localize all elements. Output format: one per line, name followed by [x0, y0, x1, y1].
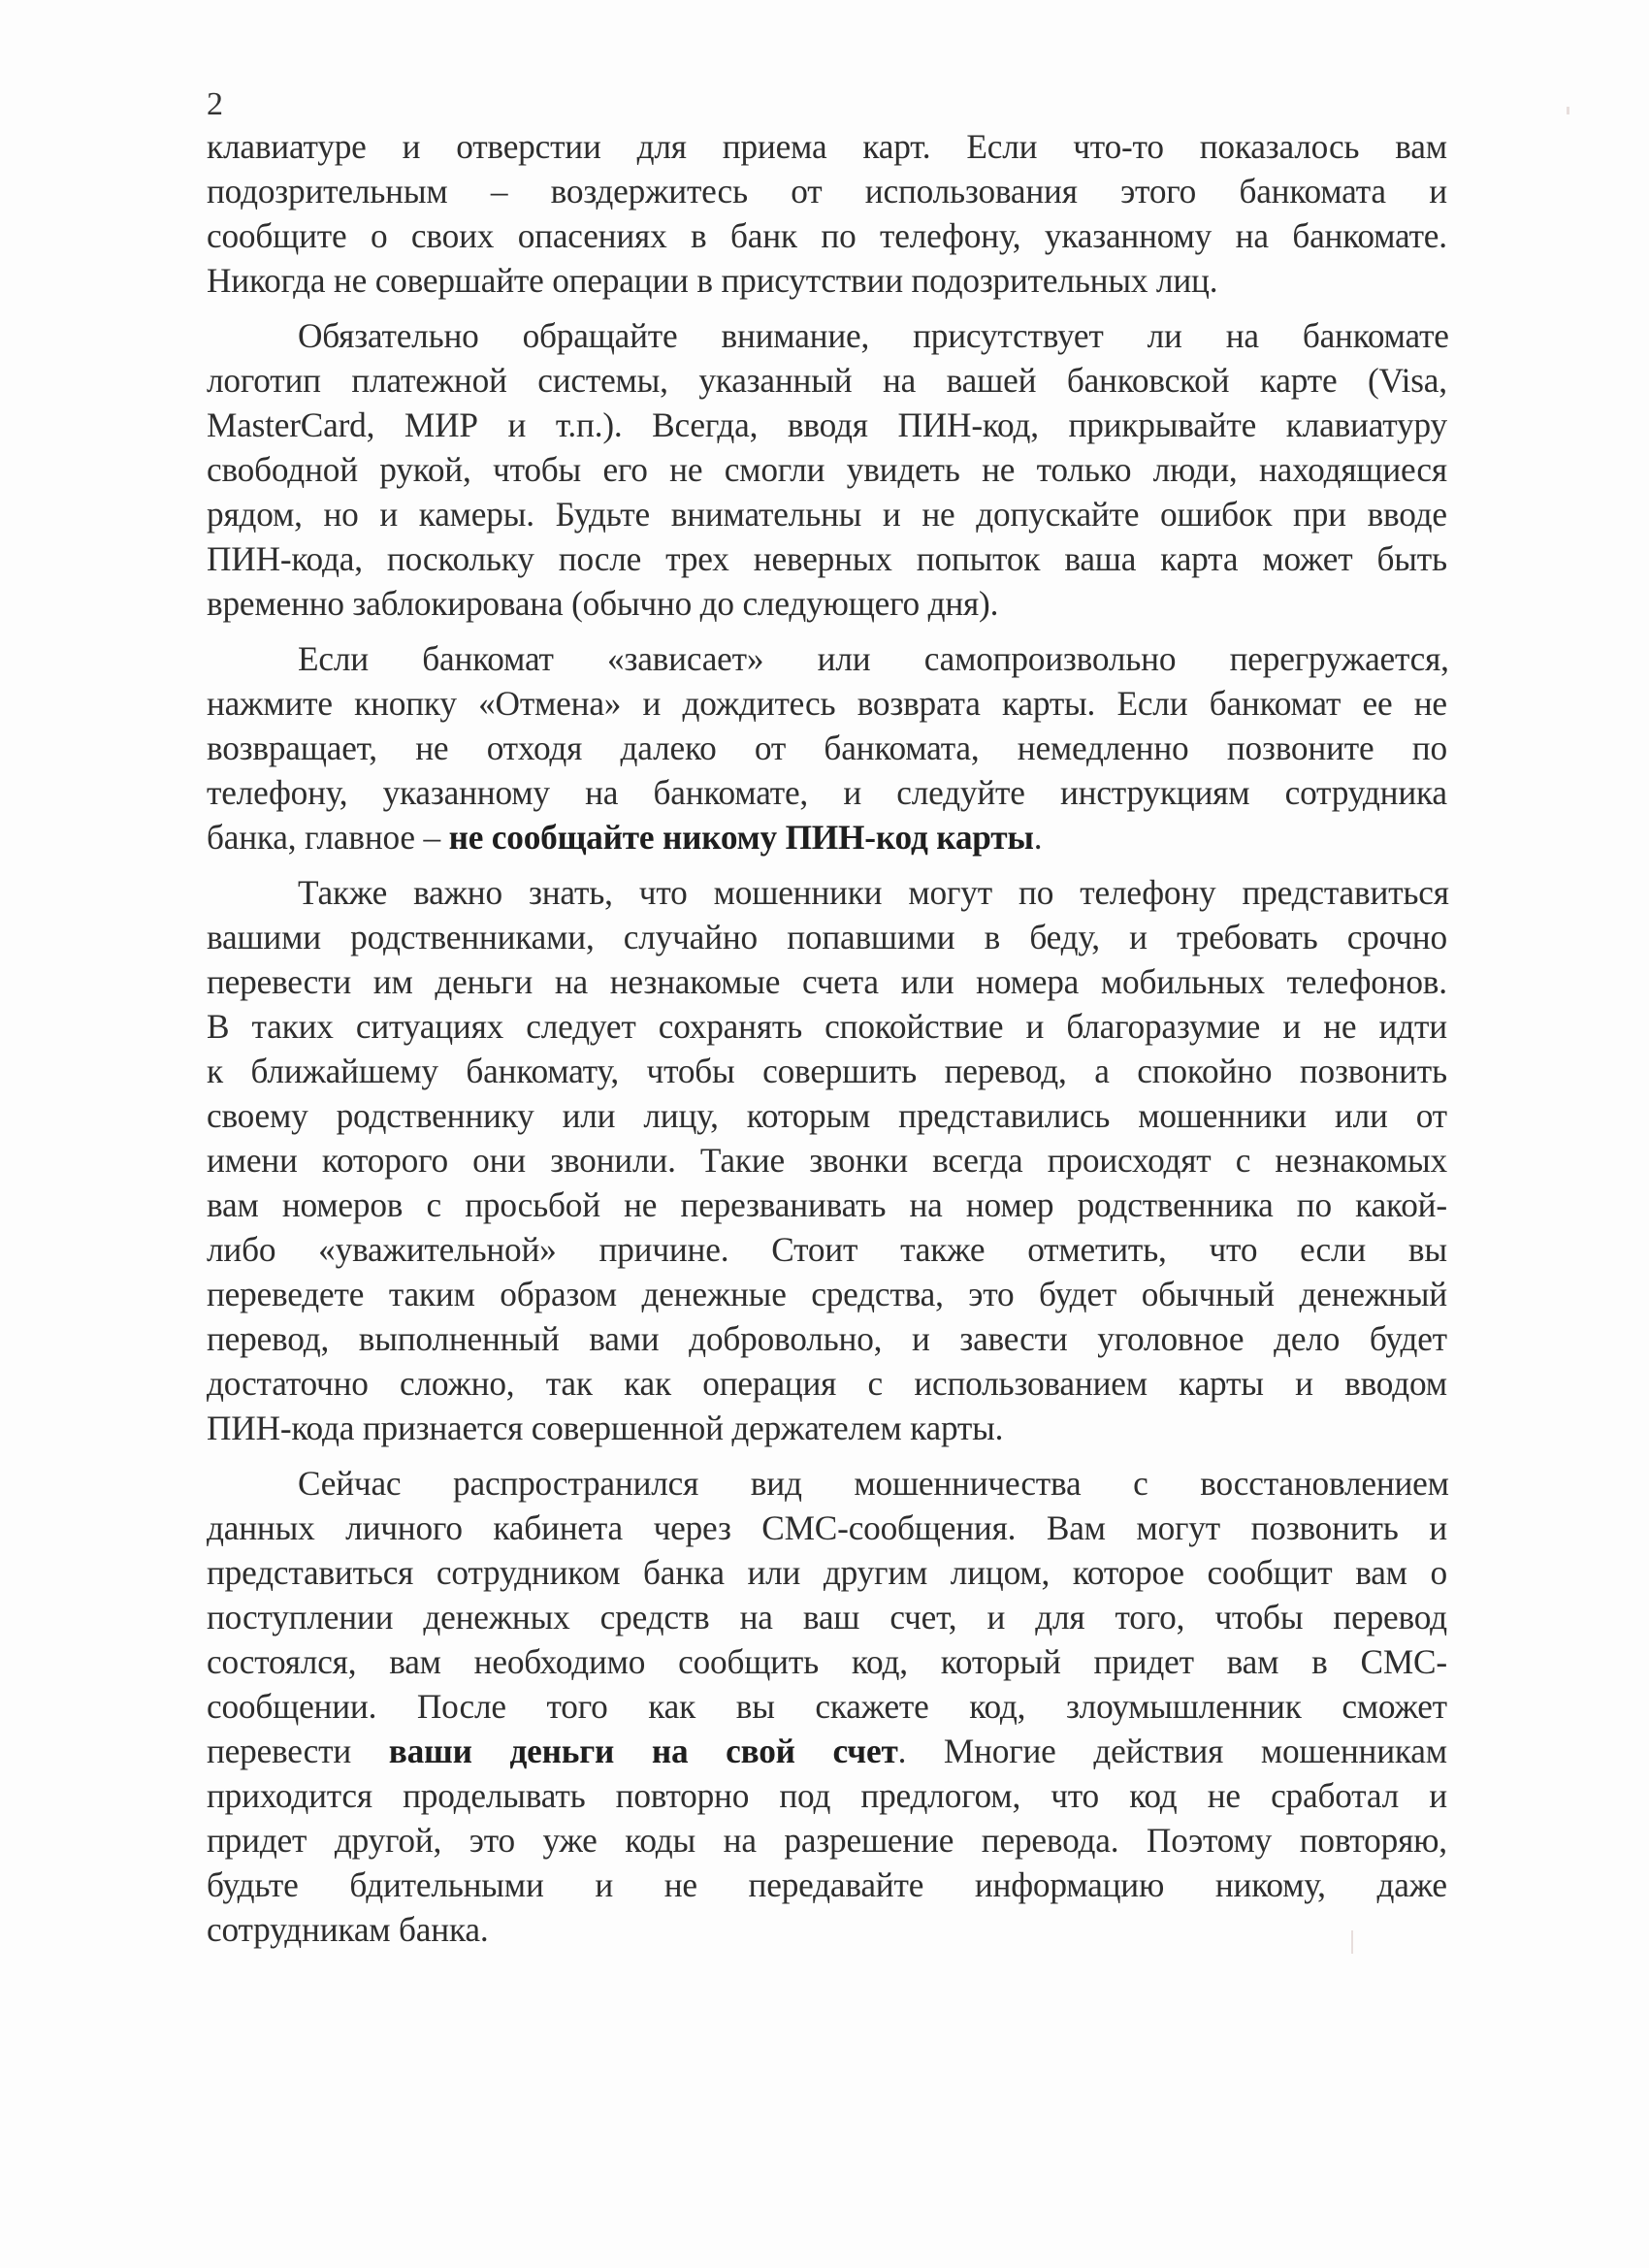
text-line-content [207, 581, 1447, 626]
text-line [207, 1863, 1447, 1907]
text-line [207, 1773, 1447, 1818]
text-run: достаточно сложно, так как операция с использованием карты и вводом [207, 1364, 1447, 1403]
text-line-content [207, 1406, 1447, 1450]
text-line-content [207, 1183, 1447, 1227]
text-run: рядом, но и камеры. Будьте внимательны и не допускайте ошибок при вводе [207, 495, 1447, 534]
text-line-content [207, 358, 1447, 403]
text-run: Также важно знать, что мошенники могут по телефону представиться [298, 873, 1449, 912]
text-run: телефону, указанному на банкомате, и следуйте инструкциям сотрудника [207, 773, 1447, 812]
text-run: вам номеров с просьбой не перезванивать на номер родственника по какой- [207, 1185, 1447, 1224]
text-run: перевести [207, 1732, 389, 1770]
text-line-content [207, 1227, 1447, 1272]
text-run: Если банкомат «зависает» или самопроизвольно перегружается, [298, 639, 1449, 678]
text-line [207, 447, 1447, 492]
text-line-content [207, 1729, 1447, 1773]
text-line-content [207, 1506, 1447, 1550]
text-line-content [207, 1639, 1447, 1684]
text-line [207, 258, 1447, 303]
bold-emphasis: не сообщайте никому ПИН-код карты [448, 818, 1034, 857]
text-line-content [207, 915, 1447, 959]
text-run: . Многие действия мошенникам [897, 1732, 1447, 1770]
text-run: Сейчас распространился вид мошенничества с восстановлением [298, 1464, 1449, 1503]
text-line [298, 1461, 1449, 1506]
text-run: представиться сотрудником банка или другим лицом, которое сообщит вам о [207, 1553, 1447, 1592]
text-line [207, 1907, 1447, 1952]
text-line-content [207, 403, 1447, 447]
text-line [207, 536, 1447, 581]
text-run: состоялся, вам необходимо сообщить код, который придет вам в СМС- [207, 1642, 1447, 1681]
text-run: сообщении. После того как вы скажете код, злоумышленник сможет [207, 1687, 1447, 1726]
text-line [298, 636, 1449, 681]
text-line [207, 681, 1447, 726]
text-line-content [298, 1461, 1449, 1506]
text-line [207, 1227, 1447, 1272]
text-line [207, 1049, 1447, 1093]
text-line-content [207, 815, 1447, 859]
text-line [207, 213, 1447, 258]
text-line [207, 1684, 1447, 1729]
text-line-content [207, 770, 1447, 815]
text-run: к ближайшему банкомату, чтобы совершить перевод, а спокойно позвонить [207, 1052, 1447, 1090]
text-line-content [207, 726, 1447, 770]
text-run: Никогда не совершайте операции в присутствии подозрительных лиц. [207, 261, 1218, 300]
text-run: будьте бдительными и не передавайте информацию никому, даже [207, 1865, 1447, 1904]
page-number: 2 [207, 86, 223, 122]
text-line [207, 1406, 1447, 1450]
text-run: перевести им деньги на незнакомые счета или номера мобильных телефонов. [207, 962, 1447, 1001]
text-line [207, 1316, 1447, 1361]
text-line [207, 1595, 1447, 1639]
text-run: нажмите кнопку «Отмена» и дождитесь возврата карты. Если банкомат ее не [207, 684, 1447, 723]
text-line [298, 870, 1449, 915]
text-run: логотип платежной системы, указанный на вашей банковской карте (Visa, [207, 361, 1447, 400]
text-line [207, 1138, 1447, 1183]
text-line-content [298, 636, 1449, 681]
text-line-content [207, 1818, 1447, 1863]
text-run: сотрудникам банка. [207, 1910, 489, 1949]
text-run: своему родственнику или лицу, которым представились мошенники или от [207, 1096, 1447, 1135]
text-line-content [207, 447, 1447, 492]
text-run: имени которого они звонили. Такие звонки всегда происходят с незнакомых [207, 1141, 1447, 1180]
text-line [207, 815, 1447, 859]
text-run: Обязательно обращайте внимание, присутствует ли на банкомате [298, 316, 1449, 355]
text-line-content [207, 959, 1447, 1004]
text-line-content [207, 1138, 1447, 1183]
text-run: сообщите о своих опасениях в банк по телефону, указанному на банкомате. [207, 216, 1447, 255]
text-run: либо «уважительной» причине. Стоит также отметить, что если вы [207, 1230, 1447, 1269]
text-line-content [207, 1049, 1447, 1093]
text-line [207, 1550, 1447, 1595]
text-run: MasterCard, МИР и т.п.). Всегда, вводя ПИН-код, прикрывайте клавиатуру [207, 405, 1447, 444]
bold-emphasis: ваши деньги на свой счет [388, 1732, 898, 1770]
text-run: поступлении денежных средств на ваш счет, и для того, чтобы перевод [207, 1598, 1447, 1636]
scan-artifact [1351, 1930, 1353, 1954]
text-run: переведете таким образом денежные средства, это будет обычный денежный [207, 1275, 1447, 1313]
text-run: возвращает, не отходя далеко от банкомата, немедленно позвоните по [207, 729, 1447, 767]
text-line [207, 1361, 1447, 1406]
text-run: ПИН-кода, поскольку после трех неверных попыток ваша карта может быть [207, 539, 1447, 578]
text-line-content [207, 258, 1447, 303]
text-line [207, 959, 1447, 1004]
text-line-content [298, 870, 1449, 915]
text-line-content [207, 1361, 1447, 1406]
text-line [207, 1183, 1447, 1227]
text-line-content [207, 1093, 1447, 1138]
text-run: клавиатуре и отверстии для приема карт. Если что-то показалось вам [207, 127, 1447, 166]
text-line-content [207, 1773, 1447, 1818]
text-line [207, 1272, 1447, 1316]
text-line [207, 124, 1447, 169]
text-line [207, 915, 1447, 959]
text-line-content [207, 1684, 1447, 1729]
text-line-content [207, 169, 1447, 213]
text-line [207, 169, 1447, 213]
text-line [207, 1818, 1447, 1863]
text-line [207, 726, 1447, 770]
text-run: свободной рукой, чтобы его не смогли увидеть не только люди, находящиеся [207, 450, 1447, 489]
text-line-content [207, 1550, 1447, 1595]
text-line-content [207, 124, 1447, 169]
text-line [207, 1729, 1447, 1773]
text-line-content [207, 492, 1447, 536]
text-line [207, 492, 1447, 536]
text-line [207, 770, 1447, 815]
text-line [207, 358, 1447, 403]
text-line [207, 1506, 1447, 1550]
text-line-content [207, 681, 1447, 726]
text-line [207, 1639, 1447, 1684]
text-run: . [1033, 818, 1043, 857]
text-line [207, 1093, 1447, 1138]
text-line-content [207, 1316, 1447, 1361]
text-line-content [207, 1272, 1447, 1316]
text-line-content [207, 213, 1447, 258]
text-line-content [207, 1595, 1447, 1639]
text-run: банка, главное – [207, 818, 449, 857]
scan-artifact [1567, 107, 1569, 114]
text-line-content [207, 536, 1447, 581]
text-line-content [207, 1004, 1447, 1049]
text-line [207, 1004, 1447, 1049]
text-run: перевод, выполненный вами добровольно, и завести уголовное дело будет [207, 1319, 1447, 1358]
text-line [207, 403, 1447, 447]
text-run: подозрительным – воздержитесь от использования этого банкомата и [207, 172, 1447, 211]
text-run: данных личного кабинета через СМС-сообщения. Вам могут позвонить и [207, 1508, 1447, 1547]
text-line [207, 581, 1447, 626]
text-line [298, 313, 1449, 358]
text-run: ПИН-кода признается совершенной держателем карты. [207, 1409, 1004, 1447]
text-run: В таких ситуациях следует сохранять спокойствие и благоразумие и не идти [207, 1007, 1447, 1046]
text-run: придет другой, это уже коды на разрешение перевода. Поэтому повторяю, [207, 1821, 1447, 1860]
text-line-content [207, 1907, 1447, 1952]
text-run: приходится проделывать повторно под предлогом, что код не сработал и [207, 1776, 1447, 1815]
text-line-content [298, 313, 1449, 358]
text-run: временно заблокирована (обычно до следующего дня). [207, 584, 999, 623]
text-run: вашими родственниками, случайно попавшими в беду, и требовать срочно [207, 918, 1447, 956]
text-line-content [207, 1863, 1447, 1907]
